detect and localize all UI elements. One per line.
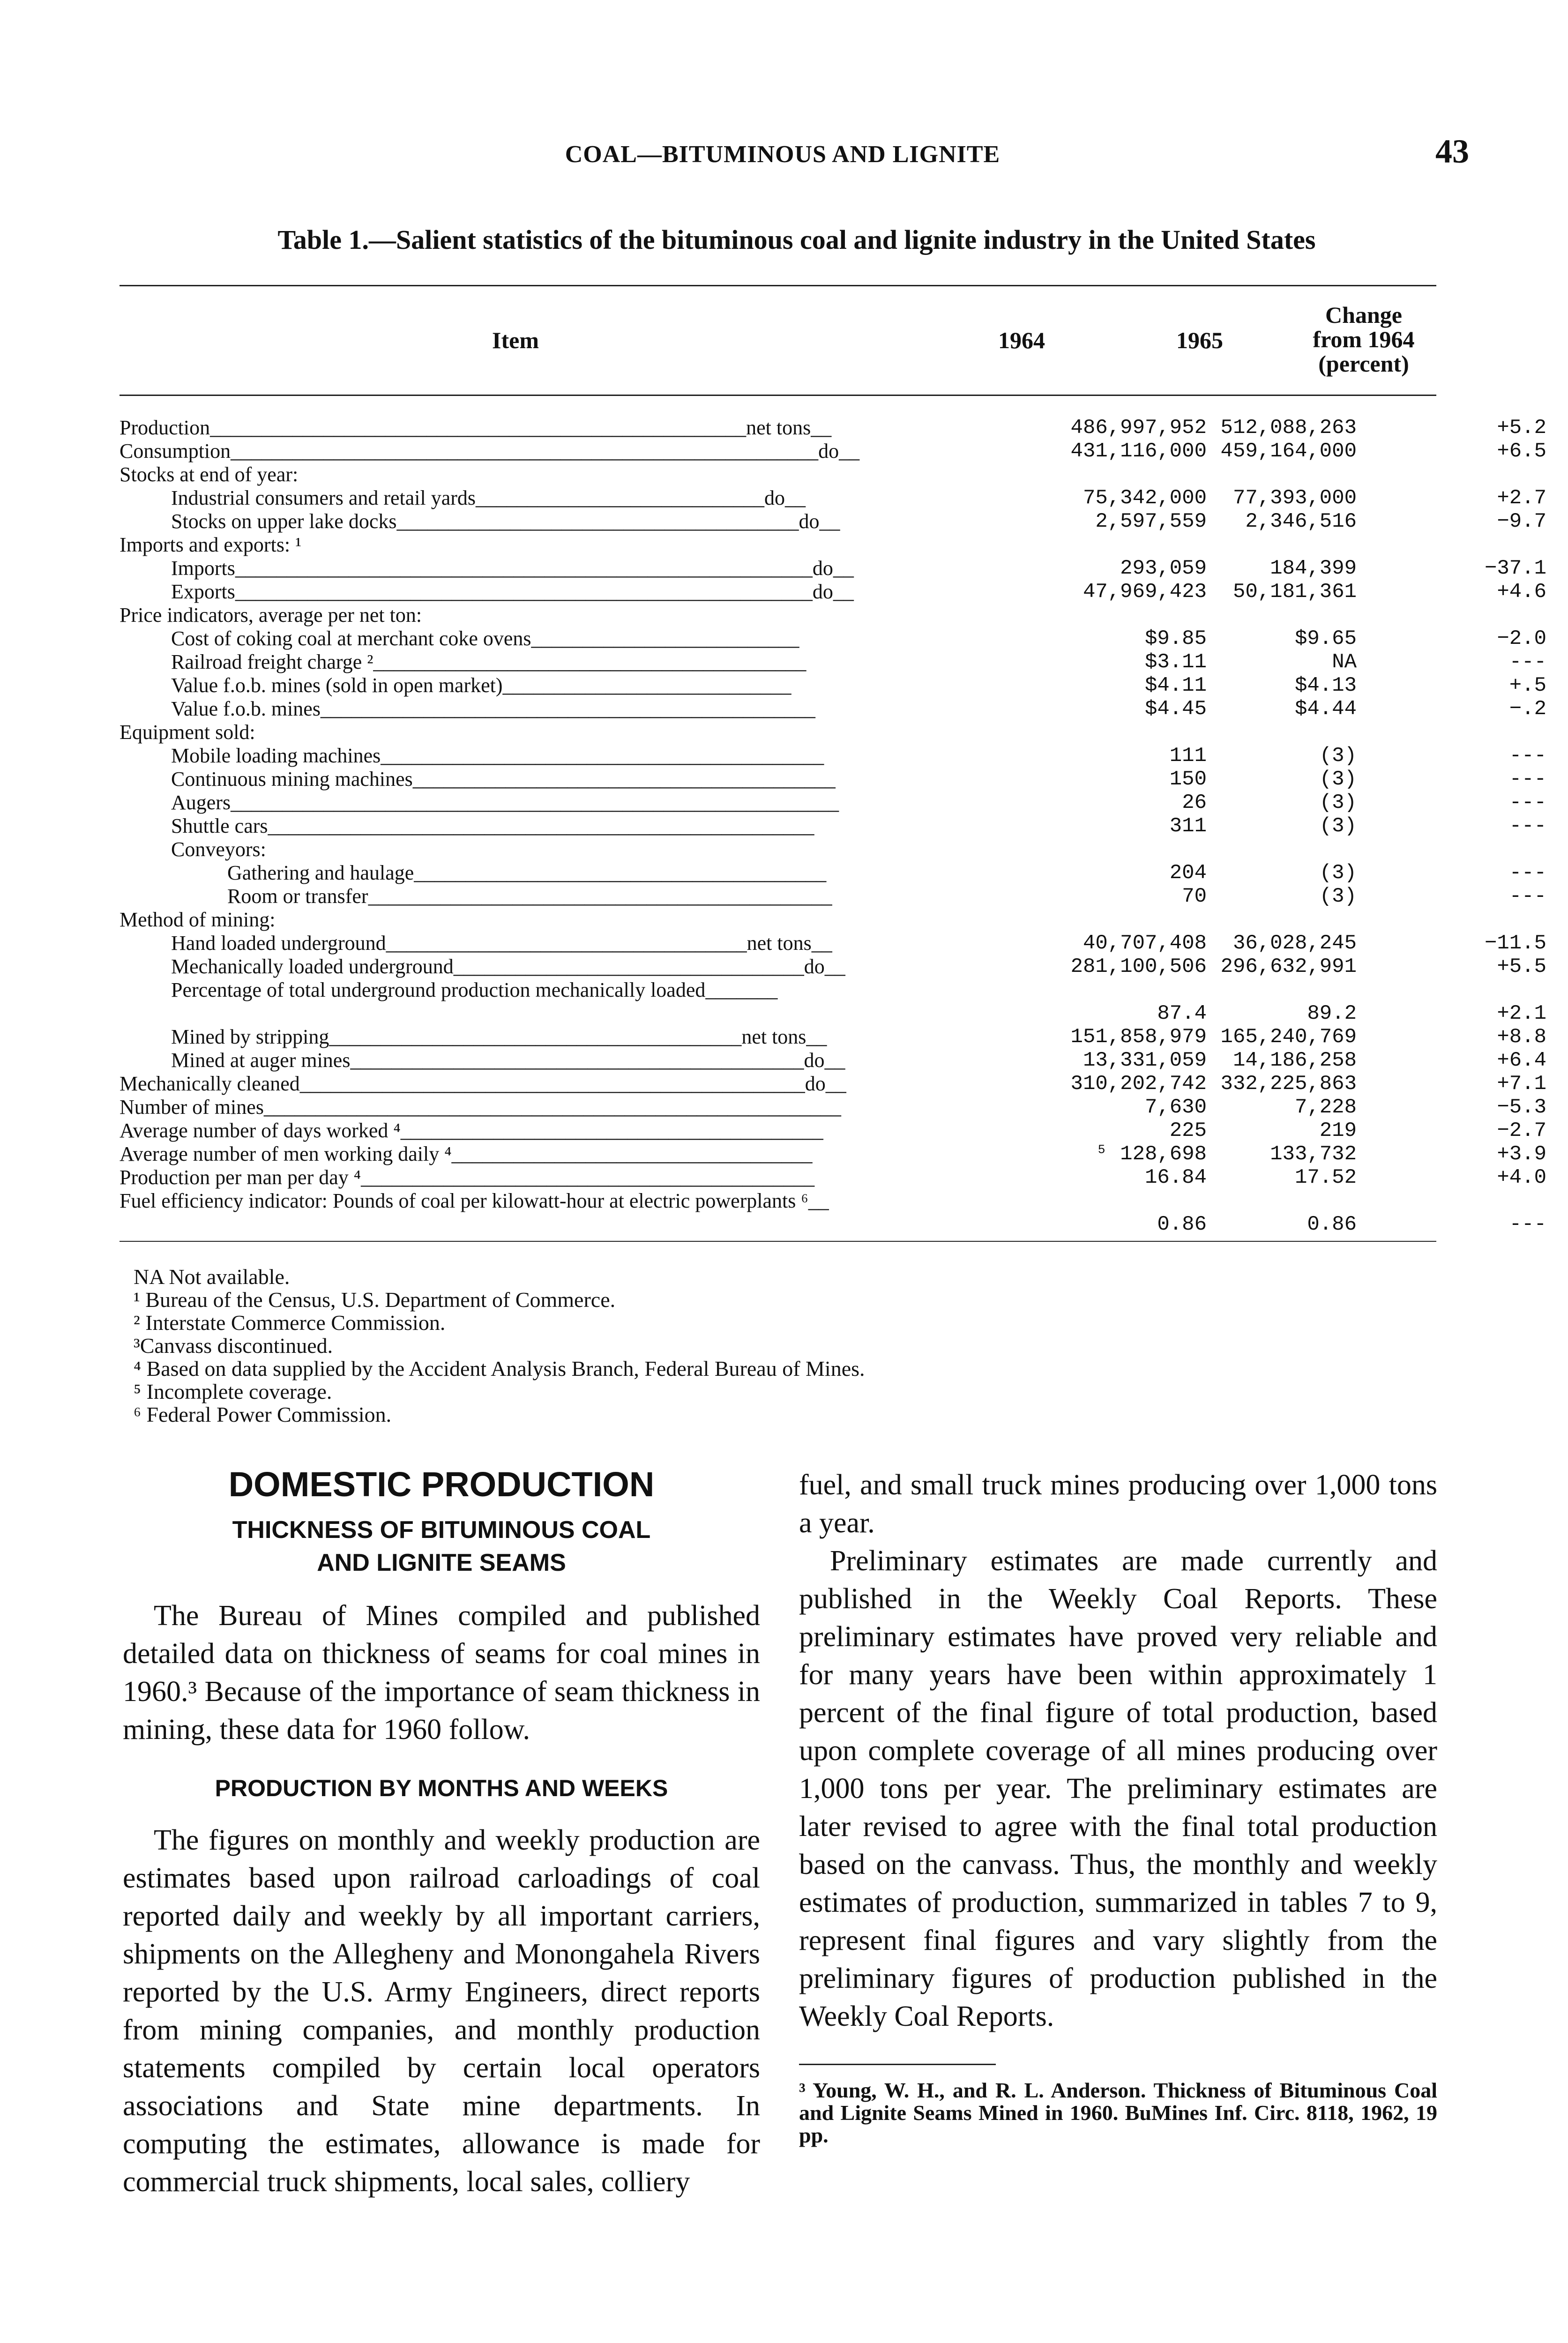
column-header-item: Item	[492, 327, 539, 353]
table-row	[119, 627, 1546, 650]
row-label: Consumption_________________________________________________________do__	[119, 440, 860, 463]
row-value-1964: 40,707,408	[1083, 932, 1207, 955]
table-row	[119, 1142, 1546, 1166]
table-footnotes	[134, 1265, 1399, 1426]
row-label: Value f.o.b. mines (sold in open market)____________________________	[171, 674, 791, 697]
column-header-1965: 1965	[1176, 327, 1223, 353]
table-row	[119, 838, 1436, 861]
row-value-1965: $4.44	[1294, 697, 1357, 721]
table-row	[119, 580, 1546, 604]
row-label: Room or transfer_____________________________________________	[227, 885, 832, 908]
row-label: Stocks at end of year:	[119, 463, 299, 486]
row-value-1964: 310,202,742	[1070, 1072, 1207, 1096]
row-value-1965: (3)	[1319, 768, 1357, 791]
row-value-1964: 0.86	[1157, 1213, 1207, 1236]
row-value-1964: $4.11	[1144, 674, 1207, 697]
row-value-1965: 77,393,000	[1232, 486, 1357, 510]
row-label: Imports and exports: ¹	[119, 533, 302, 556]
table-row	[119, 744, 1546, 768]
row-value-1965: 133,732	[1270, 1142, 1357, 1166]
table-bottom-rule	[119, 1241, 1436, 1242]
table-title: Table 1.—Salient statistics of the bituminous coal and lignite industry in the United States	[277, 224, 1316, 255]
row-value-1964: 151,858,979	[1070, 1025, 1207, 1049]
row-label: Cost of coking coal at merchant coke ovens__________________________	[171, 627, 799, 650]
row-value-1964: 111	[1169, 744, 1207, 768]
footnote-rule	[799, 2064, 996, 2065]
row-label: Method of mining:	[119, 908, 276, 931]
subsection-title-seams	[123, 1514, 760, 1579]
table-row	[119, 932, 1546, 955]
subsection-title-production: PRODUCTION BY MONTHS AND WEEKS	[215, 1775, 668, 1801]
row-value-1964: $4.45	[1144, 697, 1207, 721]
row-value-1965: 165,240,769	[1220, 1025, 1357, 1049]
row-value-1964: 204	[1169, 861, 1207, 885]
row-value-1964: 7,630	[1144, 1096, 1207, 1119]
page-footnote: ³ Young, W. H., and R. L. Anderson. Thickness of Bituminous Coal and Lignite Seams Mined in 1960. BuMines Inf. Circ. 8118, 1962, 19 pp.	[799, 2078, 1437, 2147]
row-label: Number of mines________________________________________________________	[119, 1096, 841, 1119]
table-row	[119, 791, 1546, 814]
column-header-change-line2: from 1964	[1313, 326, 1415, 352]
paragraph-preliminary-estimates: Preliminary estimates are made currently and published in the Weekly Coal Reports. These preliminary estimates have proved very reliable and for many years have been within approximately 1 percent of the final figure of total production, based upon complete coverage of all mines producing over 1,000 tons per year. The preliminary estimates are later revised to agree with the final total production based on the canvass. Thus, the monthly and weekly estimates of production, summarized in tables 7 to 9, represent final figures and vary slightly from the preliminary figures of production published in the Weekly Coal Reports.	[799, 1545, 1437, 2032]
column-header-change	[1293, 303, 1434, 376]
row-value-1964: 75,342,000	[1083, 486, 1207, 510]
row-value-1964: 225	[1169, 1119, 1207, 1142]
row-label: Mechanically loaded underground__________________________________do__	[171, 955, 845, 978]
row-value-1964: 13,331,059	[1083, 1049, 1207, 1072]
row-value-1964: 293,059	[1120, 557, 1207, 580]
row-value-1965: 296,632,991	[1220, 955, 1357, 978]
row-label: Average number of days worked ⁴_________________________________________	[119, 1119, 823, 1142]
row-label: Average number of men working daily ⁴___________________________________	[119, 1142, 813, 1165]
row-value-1965: 7,228	[1294, 1096, 1357, 1119]
table-footnote: ³Canvass discontinued.	[134, 1334, 333, 1358]
table-top-rule	[119, 285, 1436, 286]
row-change-percent: +8.8	[1497, 1025, 1546, 1049]
row-change-percent: +5.5	[1497, 955, 1546, 978]
row-change-percent: ---	[1509, 1213, 1546, 1236]
row-change-percent: +2.7	[1497, 486, 1546, 510]
row-change-percent: +4.0	[1497, 1166, 1546, 1189]
row-change-percent: −9.7	[1497, 510, 1546, 533]
row-change-percent: +2.1	[1497, 1002, 1546, 1025]
row-value-1964: 486,997,952	[1070, 416, 1207, 440]
row-change-percent: −11.5	[1484, 932, 1546, 955]
row-value-1964: ⁵ 128,698	[1095, 1142, 1207, 1166]
row-label: Equipment sold:	[119, 721, 255, 744]
row-value-1964: 16.84	[1144, 1166, 1207, 1189]
table-row	[119, 1119, 1546, 1142]
row-change-percent: −2.0	[1497, 627, 1546, 650]
row-change-percent: ---	[1509, 861, 1546, 885]
left-column	[123, 1446, 760, 2201]
row-change-percent: ---	[1509, 791, 1546, 814]
table-row	[119, 650, 1546, 674]
row-label: Conveyors:	[171, 838, 266, 861]
table-row	[119, 674, 1546, 697]
row-value-1965: NA	[1332, 650, 1357, 674]
row-label: Production per man per day ⁴____________________________________________	[119, 1166, 815, 1189]
row-label: Continuous mining machines_________________________________________	[171, 768, 836, 791]
table-row	[119, 814, 1546, 838]
row-label: Percentage of total underground production mechanically loaded_______	[171, 978, 778, 1001]
subsection-title-seams-line2: AND LIGNITE SEAMS	[317, 1549, 566, 1576]
row-value-1964: 26	[1182, 791, 1207, 814]
row-label: Mined at auger mines____________________________________________do__	[171, 1049, 845, 1072]
table-footnote: ⁶ Federal Power Commission.	[134, 1403, 392, 1426]
table-row	[119, 486, 1546, 510]
table-row	[119, 697, 1546, 721]
row-value-1965: $4.13	[1294, 674, 1357, 697]
row-label: Fuel efficiency indicator: Pounds of coal per kilowatt-hour at electric powerplants ⁶__	[119, 1189, 829, 1212]
row-value-1965: 0.86	[1307, 1213, 1357, 1236]
table-row	[119, 861, 1546, 885]
table-row	[119, 1096, 1546, 1119]
row-change-percent: ---	[1509, 768, 1546, 791]
table-body	[119, 416, 1546, 1236]
row-label: Railroad freight charge ²__________________________________________	[171, 650, 806, 673]
row-value-1965: 89.2	[1307, 1002, 1357, 1025]
table-row	[119, 955, 1546, 978]
section-title: DOMESTIC PRODUCTION	[228, 1465, 655, 1504]
row-label: Industrial consumers and retail yards____________________________do__	[171, 486, 806, 509]
row-value-1964: 47,969,423	[1083, 580, 1207, 604]
table-footnote: NA Not available.	[134, 1265, 290, 1289]
row-change-percent: −37.1	[1484, 557, 1546, 580]
table-footnote: ⁴ Based on data supplied by the Accident Analysis Branch, Federal Bureau of Mines.	[134, 1357, 865, 1380]
column-header-change-line1: Change	[1325, 302, 1402, 328]
row-value-1965: (3)	[1319, 744, 1357, 768]
row-value-1964: 281,100,506	[1070, 955, 1207, 978]
table-row	[119, 1049, 1546, 1072]
row-change-percent: +6.5	[1497, 440, 1546, 463]
row-change-percent: +.5	[1509, 674, 1546, 697]
row-label: Price indicators, average per net ton:	[119, 604, 422, 627]
row-value-1964: 70	[1182, 885, 1207, 908]
row-label: Gathering and haulage________________________________________	[227, 861, 827, 884]
row-label: Mobile loading machines___________________________________________	[171, 744, 824, 767]
row-change-percent: −2.7	[1497, 1119, 1546, 1142]
table-row	[119, 908, 1436, 932]
row-value-1965: 459,164,000	[1220, 440, 1357, 463]
row-value-1965: 184,399	[1270, 557, 1357, 580]
row-value-1965: (3)	[1319, 814, 1357, 838]
row-change-percent: ---	[1509, 885, 1546, 908]
row-label: Stocks on upper lake docks_______________________________________do__	[171, 510, 840, 533]
table-row	[119, 557, 1546, 580]
table-row	[119, 885, 1546, 908]
row-value-1965: 17.52	[1294, 1166, 1357, 1189]
table-footnote: ² Interstate Commerce Commission.	[134, 1311, 446, 1335]
row-value-1965: 36,028,245	[1232, 932, 1357, 955]
table-row	[119, 1166, 1546, 1189]
row-label: Imports________________________________________________________do__	[171, 557, 854, 580]
subsection-title-seams-line1: THICKNESS OF BITUMINOUS COAL	[232, 1516, 651, 1544]
paragraph-seam-thickness: The Bureau of Mines compiled and published detailed data on thickness of seams for coal mines in 1960.³ Because of the importance of seam thickness in mining, these data for 1960 follow.	[123, 1600, 760, 1746]
row-change-percent: ---	[1509, 650, 1546, 674]
row-value-1964: 150	[1169, 768, 1207, 791]
table-row	[119, 721, 1436, 744]
column-header-change-line3: (percent)	[1318, 351, 1409, 377]
row-label: Hand loaded underground___________________________________net tons__	[171, 932, 832, 955]
row-change-percent: −.2	[1509, 697, 1546, 721]
row-change-percent: ---	[1509, 744, 1546, 768]
right-column	[799, 1446, 1437, 2147]
row-value-1965: 2,346,516	[1245, 510, 1357, 533]
row-change-percent: +7.1	[1497, 1072, 1546, 1096]
table-footnote: ⁵ Incomplete coverage.	[134, 1380, 332, 1403]
row-value-1965: (3)	[1319, 885, 1357, 908]
running-head: COAL—BITUMINOUS AND LIGNITE	[565, 141, 1001, 168]
row-value-1965: (3)	[1319, 861, 1357, 885]
row-change-percent: +5.2	[1497, 416, 1546, 440]
row-label: Augers___________________________________________________________	[171, 791, 839, 814]
table-header-rule	[119, 395, 1436, 396]
row-change-percent: +6.4	[1497, 1049, 1546, 1072]
row-value-1964: 311	[1169, 814, 1207, 838]
table-row	[119, 416, 1546, 440]
row-value-1965: 50,181,361	[1232, 580, 1357, 604]
table-row	[119, 440, 1546, 463]
row-value-1965: 14,186,258	[1232, 1049, 1357, 1072]
row-change-percent: +4.6	[1497, 580, 1546, 604]
table-row	[119, 463, 1436, 486]
row-value-1965: $9.65	[1294, 627, 1357, 650]
row-change-percent: −5.3	[1497, 1096, 1546, 1119]
table-row	[119, 978, 1546, 1025]
row-label: Shuttle cars_____________________________________________________	[171, 814, 814, 837]
table-row	[119, 510, 1546, 533]
row-value-1965: (3)	[1319, 791, 1357, 814]
table-row	[119, 768, 1546, 791]
row-value-1965: 512,088,263	[1220, 416, 1357, 440]
row-value-1964: $9.85	[1144, 627, 1207, 650]
row-label: Mechanically cleaned_________________________________________________do__	[119, 1072, 846, 1095]
table-row	[119, 1189, 1546, 1236]
paragraph-monthly-weekly: The figures on monthly and weekly production are estimates based upon railroad carloadings of coal reported daily and weekly by all important carriers, shipments on the Allegheny and Monongahela Rivers reported by the U.S. Army Engineers, direct reports from mining companies, and monthly production statements compiled by certain local operators associations and State mine departments. In computing the estimates, allowance is made for commercial truck shipments, local sales, colliery	[123, 1824, 760, 2198]
row-value-1964: $3.11	[1144, 650, 1207, 674]
table-row	[119, 1072, 1546, 1096]
row-label: Exports________________________________________________________do__	[171, 580, 854, 603]
paragraph-continued: fuel, and small truck mines producing over 1,000 tons a year.	[799, 1469, 1437, 1539]
column-header-1964: 1964	[998, 327, 1045, 353]
row-change-percent: +3.9	[1497, 1142, 1546, 1166]
row-value-1964: 2,597,559	[1095, 510, 1207, 533]
row-value-1964: 87.4	[1157, 1002, 1207, 1025]
row-value-1964: 431,116,000	[1070, 440, 1207, 463]
row-label: Value f.o.b. mines________________________________________________	[171, 697, 815, 720]
table-footnote: ¹ Bureau of the Census, U.S. Department of Commerce.	[134, 1288, 616, 1312]
row-value-1965: 332,225,863	[1220, 1072, 1357, 1096]
table-row	[119, 604, 1436, 627]
page-number: 43	[1435, 133, 1469, 170]
row-label: Production____________________________________________________net tons__	[119, 416, 832, 439]
row-label: Mined by stripping________________________________________net tons__	[171, 1025, 827, 1048]
row-change-percent: ---	[1509, 814, 1546, 838]
row-value-1965: 219	[1319, 1119, 1357, 1142]
table-row	[119, 1025, 1546, 1049]
table-row	[119, 533, 1436, 557]
